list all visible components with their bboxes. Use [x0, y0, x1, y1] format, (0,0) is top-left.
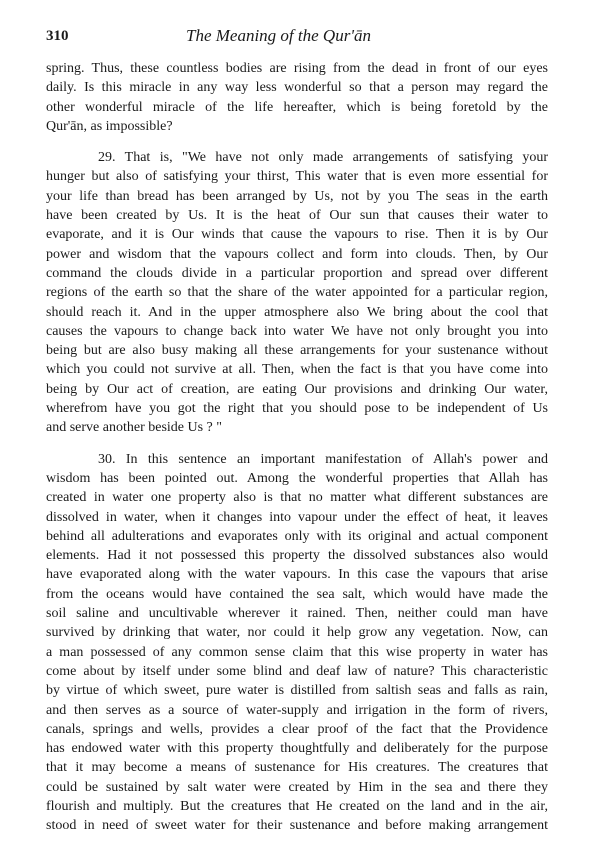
page-number: 310 [46, 28, 69, 44]
text-line: should reach it. And in the upper atmosphere also We bring about the cool that [46, 304, 548, 320]
text-line: survived by drinking that water, nor could it help grow any vegetation. Now, can [46, 625, 548, 641]
note-30 [46, 450, 548, 836]
text-line: wisdom has been pointed out. Among the wonderful properties that Allah has [46, 470, 548, 486]
text-line: created in water one property also is that no matter what different substances are [46, 490, 548, 506]
note-29 [46, 148, 548, 437]
text-line: have evaporated along with the water vapours. In this case the vapours that arise [46, 567, 548, 583]
paragraph-gap [46, 438, 548, 450]
text-line: that it may become a means of sustenance for His creatures. The creatures that [46, 760, 548, 776]
text-line: wherefrom have you got the right that you should pose to be independent of Us [46, 401, 548, 417]
text-line: a man possessed of any common sense claim that this wise property in water has [46, 644, 548, 660]
text-line: hunger but also of satisfying your thirst, This water that is even more essential for [46, 169, 548, 185]
text-line: being by Our act of creation, are eating Our provisions and drinking Our water, [46, 381, 548, 397]
text-line: 30. In this sentence an important manifestation of Allah's power and [98, 451, 548, 467]
text-line: daily. Is this miracle in any way less wonderful so that a person may regard the [46, 80, 548, 96]
text-line: being but are also busy making all these arrangements for your sustenance without [46, 343, 548, 359]
text-line: stood in need of sweet water for their sustenance and before making arrangement [46, 818, 548, 834]
running-title: The Meaning of the Qur'ān [186, 26, 371, 45]
text-line: your life than bread has been arranged by Us, not by you The seas in the earth [46, 188, 548, 204]
text-line: causes the vapours to change back into water We have not only brought you into [46, 323, 548, 339]
text-line: which you could not survive at all. Then, when the fact is that you have come into [46, 362, 548, 378]
text-line: come about by itself under some blind and deaf law of nature? This characteristic [46, 663, 548, 679]
text-line: command the clouds divide in a particular proportion and spread over different [46, 265, 548, 281]
text-line: from the oceans would have contained the sea salt, which would have made the [46, 586, 548, 602]
text-line: Qur'ān, as impossible? [46, 118, 173, 134]
text-line: and serve another beside Us ? " [46, 420, 222, 436]
text-line: and then serves as a source of water-supply and irrigation in the form of rivers, [46, 702, 548, 718]
text-line: canals, springs and wells, provides a clear proof of the fact that the Providence [46, 721, 548, 737]
page-body [46, 59, 548, 836]
text-line: dissolved in water, when it changes into vapour under the effect of heat, it leaves [46, 509, 548, 525]
text-line: behind all adulterations and evaporates only with its original and actual component [46, 528, 548, 544]
paragraph-gap [46, 136, 548, 148]
text-line: have been created by Us. It is the heat of Our sun that causes their water to [46, 208, 548, 224]
text-line: elements. Had it not possessed this property the dissolved substances also would [46, 548, 548, 564]
text-line: by virtue of which sweet, pure water is distilled from saltish seas and falls as rain, [46, 683, 548, 699]
text-line: soil saline and uncultivable wherever it rained. Then, neither could man have [46, 606, 548, 622]
text-line: power and wisdom that the vapours collect and form into clouds. Then, by Our [46, 246, 548, 262]
text-line: flourish and multiply. But the creatures that He created on the land and in the air, [46, 798, 548, 814]
text-line: 29. That is, "We have not only made arrangements of satisfying your [98, 150, 548, 166]
text-line: could be sustained by salt water were created by Him in the sea and there they [46, 779, 548, 795]
page-header [46, 26, 550, 52]
paragraph-continuation [46, 59, 548, 136]
text-line: has endowed water with this property thoughtfully and deliberately for the purpose [46, 741, 548, 757]
text-line: evaporate, and it is Our winds that cause the vapours to rise. Then it is by Our [46, 227, 548, 243]
text-line: spring. Thus, these countless bodies are rising from the dead in front of our eyes [46, 61, 548, 76]
text-line: regions of the earth so that the share of the water appointed for a particular region, [46, 285, 548, 301]
text-line: other wonderful miracle of the life hereafter, which is being foretold by the [46, 99, 548, 115]
